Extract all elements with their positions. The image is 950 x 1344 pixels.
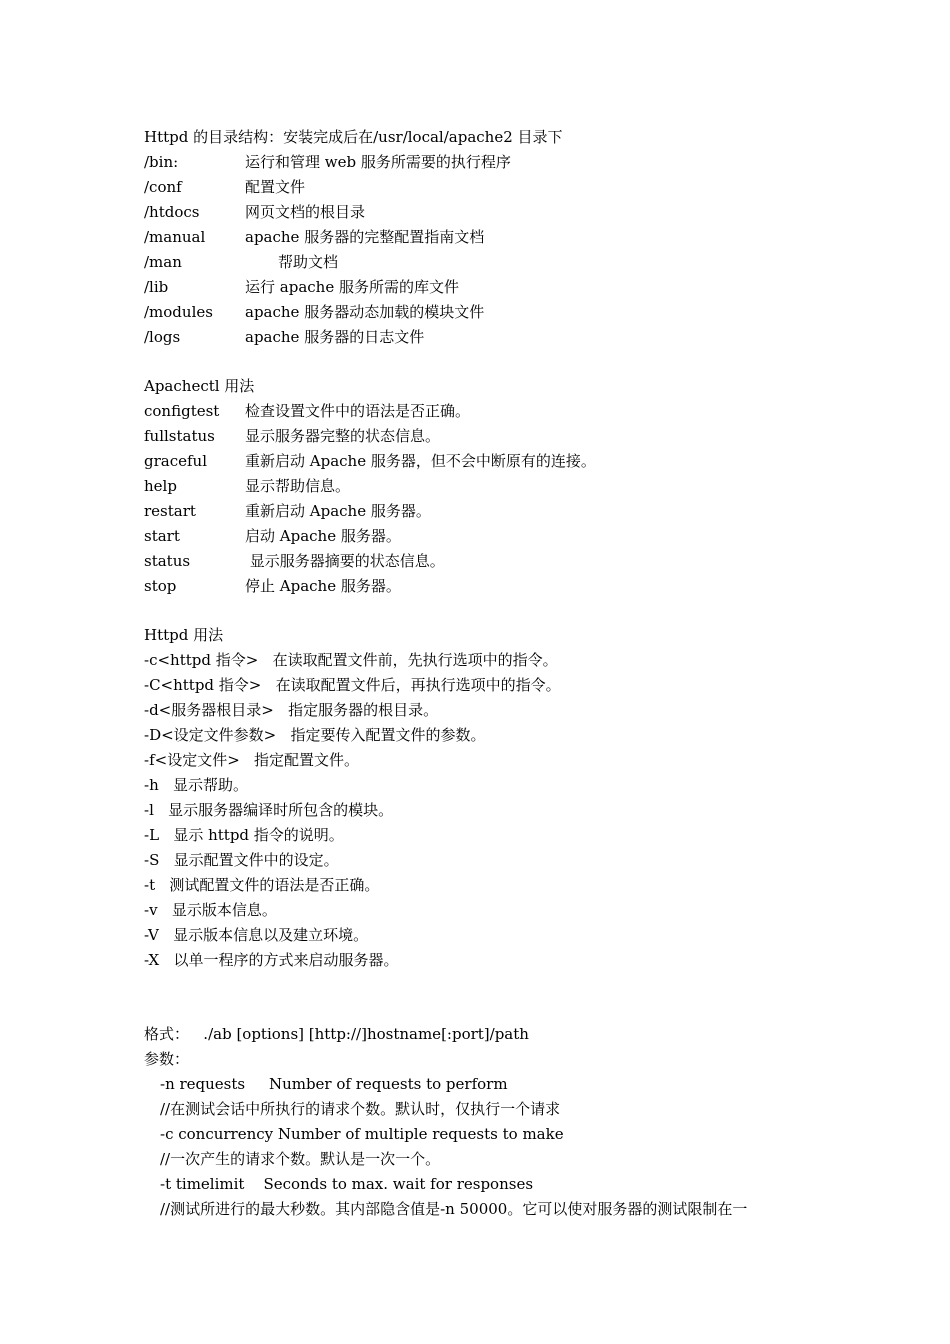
dir-path: /conf [144,178,182,196]
httpd-option-line: -l 显示服务器编译时所包含的模块。 [144,801,394,819]
ab-param-comment: //一次产生的请求个数。默认是一次一个。 [160,1150,441,1168]
dir-desc: 帮助文档 [278,253,339,271]
httpd-section-title: Httpd 用法 [144,626,224,644]
dir-path: /logs [144,328,181,346]
httpd-option-line: -v 显示版本信息。 [144,901,277,919]
dir-desc: apache 服务器动态加载的模块文件 [245,303,485,321]
ab-param-comment: //在测试会话中所执行的请求个数。默认时，仅执行一个请求 [160,1100,561,1118]
ab-param-line: -c concurrency Number of multiple requests to make [160,1125,564,1143]
dir-desc: 运行和管理 web 服务所需要的执行程序 [245,153,511,171]
dir-desc: apache 服务器的日志文件 [245,328,425,346]
apachectl-cmd: configtest [144,402,220,420]
apachectl-desc: 重新启动 Apache 服务器，但不会中断原有的连接。 [245,452,596,470]
httpd-option-line: -t 测试配置文件的语法是否正确。 [144,876,380,894]
dir-desc: 配置文件 [245,178,306,196]
dir-desc: 网页文档的根目录 [245,203,366,221]
apachectl-cmd: restart [144,502,196,520]
dir-path: /lib [144,278,169,296]
ab-param-comment: //测试所进行的最大秒数。其内部隐含值是-n 50000。它可以使对服务器的测试限制在一 [160,1200,748,1218]
apachectl-cmd: graceful [144,452,208,470]
httpd-option-line: -f<设定文件> 指定配置文件。 [144,751,360,769]
apachectl-desc: 启动 Apache 服务器。 [245,527,401,545]
ab-params-label: 参数： [144,1050,190,1068]
httpd-option-line: -X 以单一程序的方式来启动服务器。 [144,951,399,969]
httpd-option-line: -C<httpd 指令> 在读取配置文件后，再执行选项中的指令。 [144,676,561,694]
dir-path: /man [144,253,182,271]
ab-param-line: -n requests Number of requests to perform [160,1075,508,1093]
dir-path: /bin: [144,153,179,171]
httpd-option-line: -h 显示帮助。 [144,776,249,794]
apachectl-desc: 显示服务器完整的状态信息。 [245,427,441,445]
httpd-option-line: -d<服务器根目录> 指定服务器的根目录。 [144,701,439,719]
httpd-option-line: -V 显示版本信息以及建立环境。 [144,926,369,944]
ab-param-line: -t timelimit Seconds to max. wait for responses [160,1175,534,1193]
apachectl-section-title: Apachectl 用法 [144,377,255,395]
apachectl-desc: 显示服务器摘要的状态信息。 [245,552,445,570]
apachectl-desc: 重新启动 Apache 服务器。 [245,502,431,520]
dir-path: /modules [144,303,213,321]
dir-desc: apache 服务器的完整配置指南文档 [245,228,485,246]
dir-path: /htdocs [144,203,200,221]
dir-path: /manual [144,228,206,246]
apachectl-desc: 检查设置文件中的语法是否正确。 [245,402,471,420]
apachectl-cmd: fullstatus [144,427,215,445]
apachectl-cmd: stop [144,577,177,595]
apachectl-cmd: start [144,527,180,545]
httpd-option-line: -S 显示配置文件中的设定。 [144,851,339,869]
apachectl-cmd: status [144,552,191,570]
ab-format-line: 格式： ./ab [options] [http://]hostname[:port]/path [144,1025,529,1043]
httpd-option-line: -L 显示 httpd 指令的说明。 [144,826,344,844]
dir-desc: 运行 apache 服务所需的库文件 [245,278,459,296]
httpd-option-line: -c<httpd 指令> 在读取配置文件前，先执行选项中的指令。 [144,651,558,669]
dir-section-title: Httpd 的目录结构：安装完成后在/usr/local/apache2 目录下 [144,128,563,146]
apachectl-cmd: help [144,477,177,495]
apachectl-desc: 停止 Apache 服务器。 [245,577,401,595]
httpd-option-line: -D<设定文件参数> 指定要传入配置文件的参数。 [144,726,486,744]
apachectl-desc: 显示帮助信息。 [245,477,351,495]
